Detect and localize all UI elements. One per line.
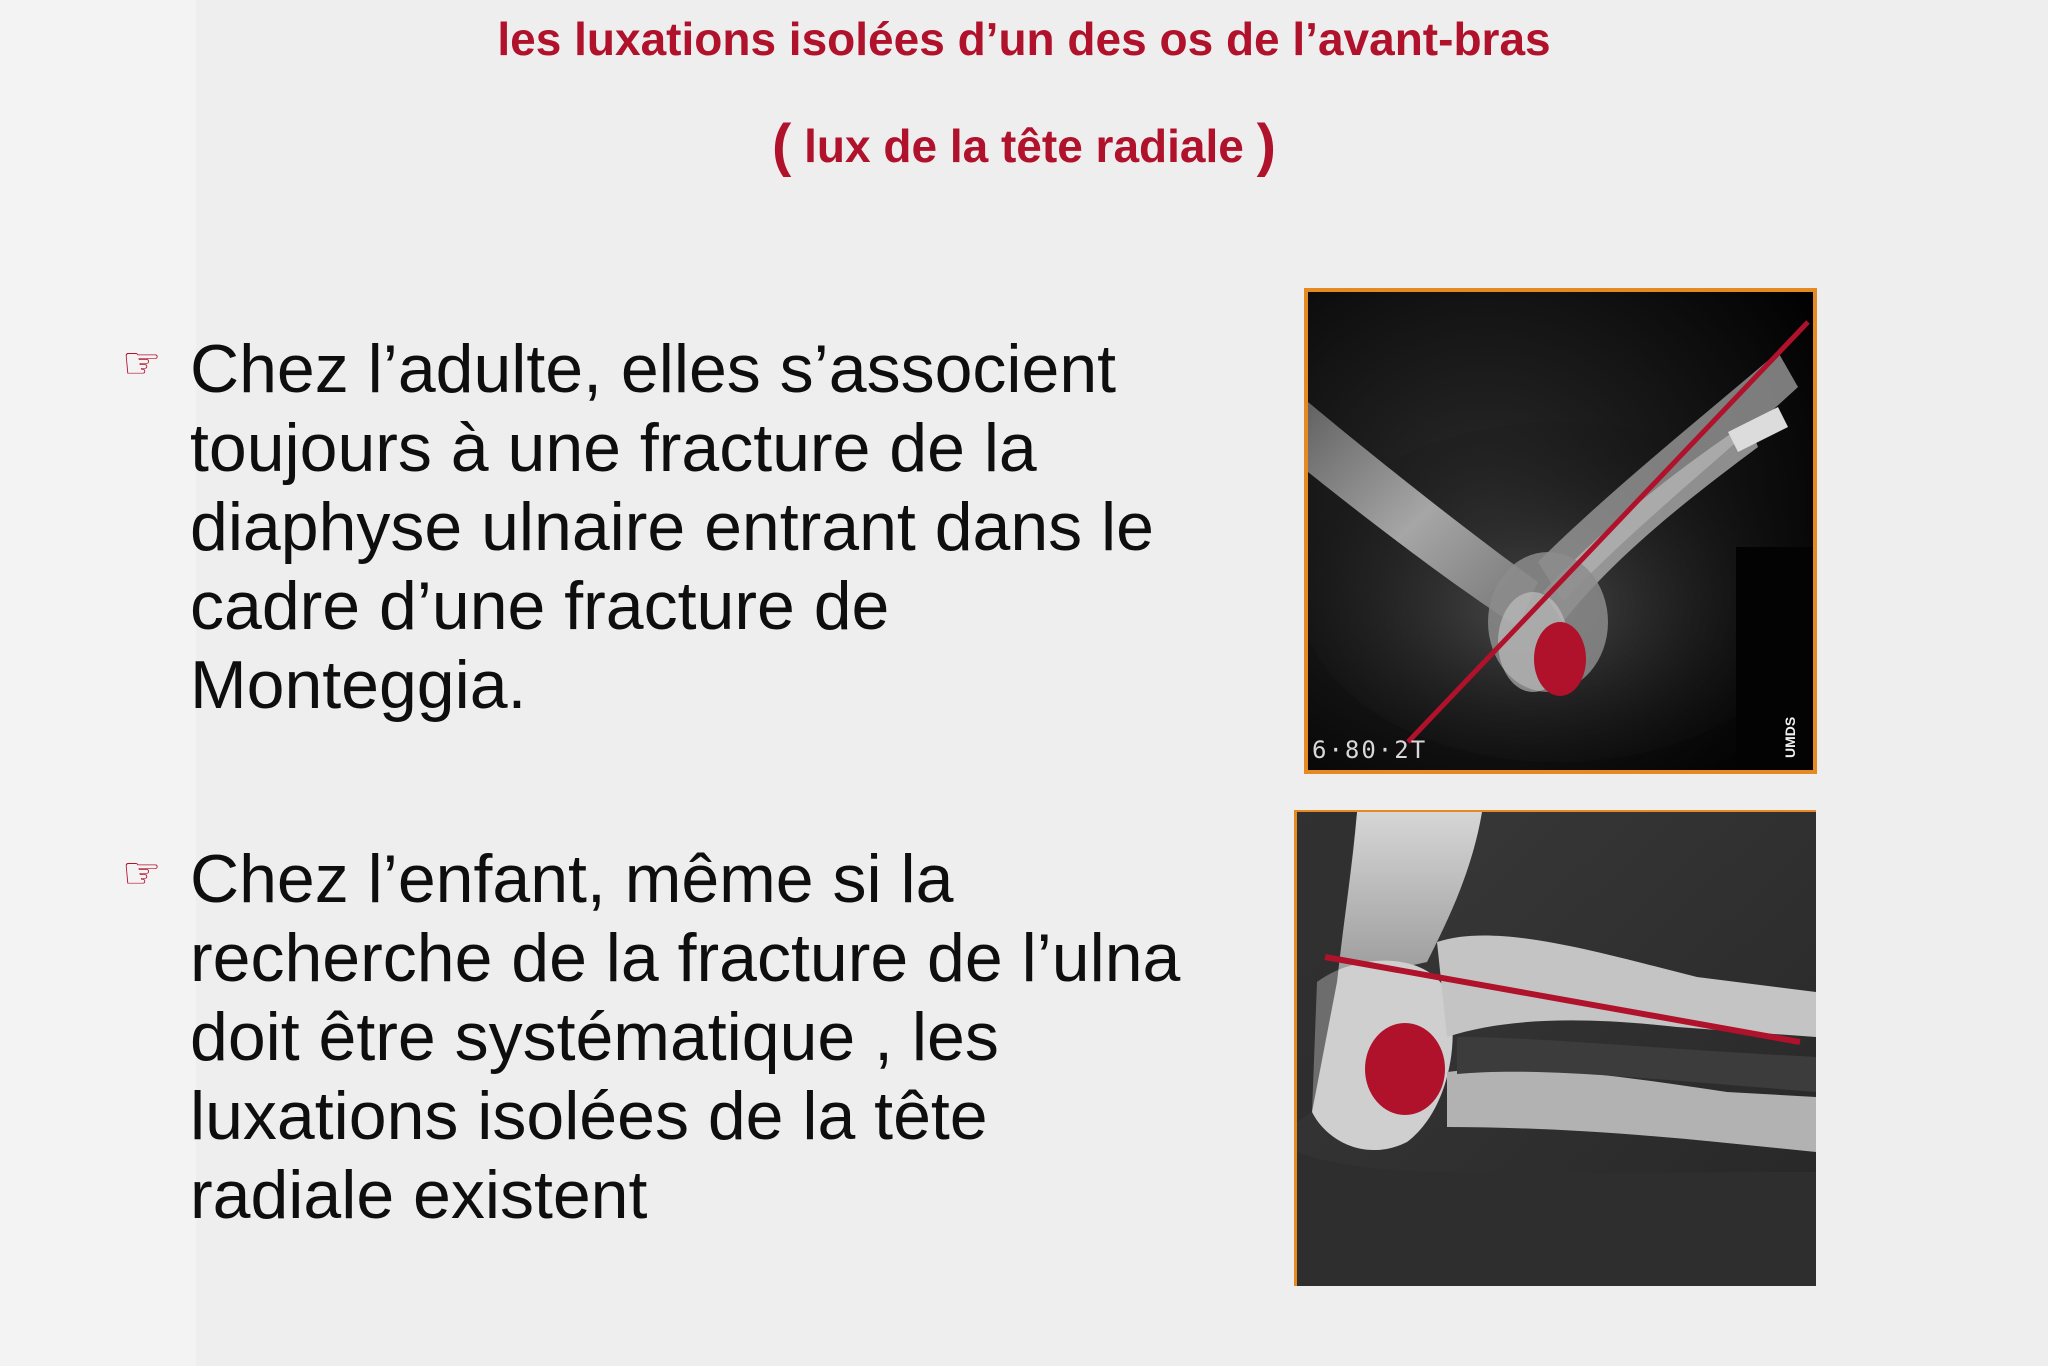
bullet-line: radiale existent <box>190 1157 648 1233</box>
bullet-line: Monteggia. <box>190 647 527 723</box>
xray-child-elbow <box>1294 810 1816 1286</box>
bullet-line: cadre d’une fracture de <box>190 568 890 644</box>
subtitle-open-paren: ( <box>772 113 792 178</box>
bullet-line: luxations isolées de la tête <box>190 1078 988 1154</box>
pointing-hand-icon: ☞ <box>122 338 162 389</box>
slide-subtitle <box>0 112 2048 179</box>
xray-side-label: UMDS <box>1782 716 1798 758</box>
bullet-line: toujours à une fracture de la <box>190 410 1037 486</box>
slide-margin <box>0 0 196 1366</box>
subtitle-close-paren: ) <box>1256 113 1276 178</box>
bullet-line: recherche de la fracture de l’ulna <box>190 920 1181 996</box>
bullet-line: Chez l’enfant, même si la <box>190 841 954 917</box>
xray-child-image <box>1297 812 1816 1286</box>
bullet-line: doit être systématique , les <box>190 999 999 1075</box>
bullet-line: diaphyse ulnaire entrant dans le <box>190 489 1154 565</box>
xray-stamp: 6·80·2T <box>1312 736 1428 764</box>
bullet-text <box>190 330 1280 725</box>
subtitle-text: lux de la tête radiale <box>791 120 1257 172</box>
xray-adult-image <box>1308 292 1813 770</box>
bullet-line: Chez l’adulte, elles s’associent <box>190 331 1117 407</box>
bullet-text <box>190 840 1280 1235</box>
pointing-hand-icon: ☞ <box>122 848 162 899</box>
slide-title: les luxations isolées d’un des os de l’avant-bras <box>497 13 1551 65</box>
xray-adult-elbow <box>1304 288 1817 774</box>
